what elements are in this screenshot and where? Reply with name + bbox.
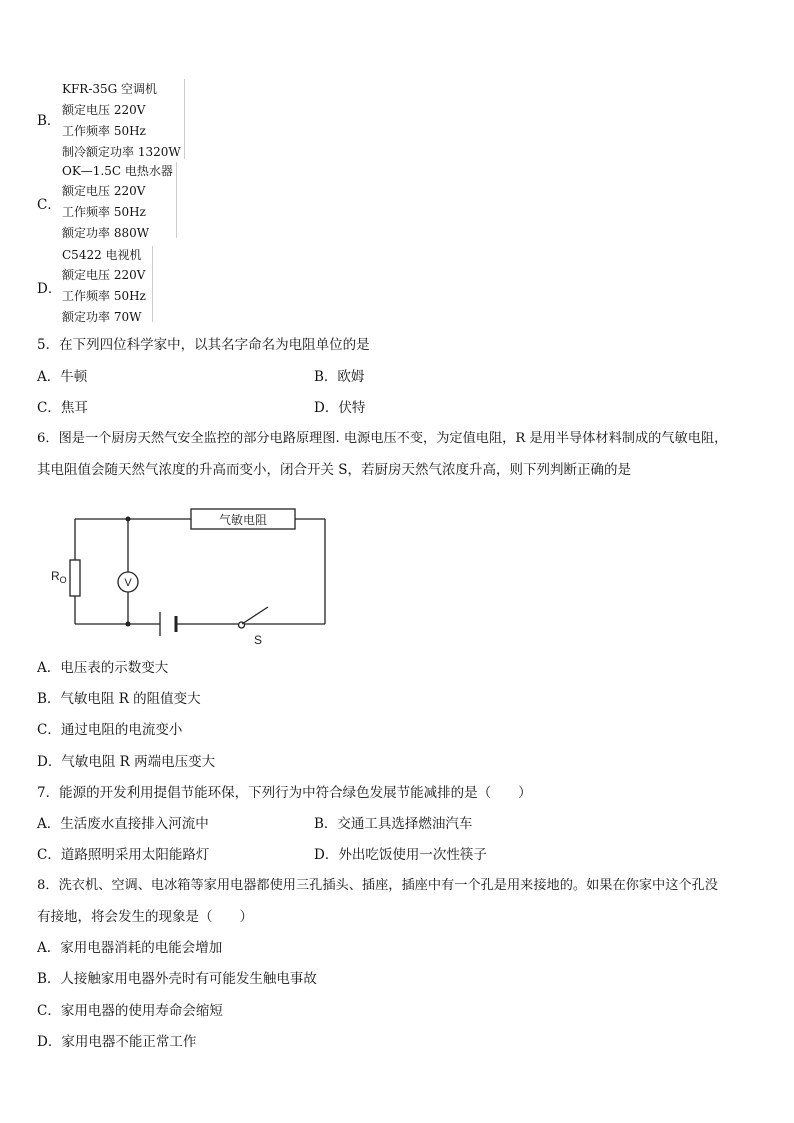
nameplate-line: KFR-35G 空调机 bbox=[62, 82, 158, 96]
q8-option-c: C．家用电器的使用寿命会缩短 bbox=[37, 1003, 223, 1019]
switch-contact bbox=[239, 622, 245, 628]
junction-dot-top bbox=[126, 517, 131, 522]
gas-sensor-label: 气敏电阻 bbox=[218, 513, 268, 527]
q6-option-b: B．气敏电阻 R 的阻值变大 bbox=[37, 691, 201, 707]
q8-option-d: D．家用电器不能正常工作 bbox=[37, 1034, 197, 1050]
nameplate-line: 工作频率 50Hz bbox=[62, 289, 146, 303]
q5-stem: 5．在下列四位科学家中，以其名字命名为电阻单位的是 bbox=[37, 337, 370, 353]
q8-stem-line2: 有接地，将会发生的现象是（ ） bbox=[37, 909, 253, 925]
q5-option-a: A．牛顿 bbox=[37, 369, 88, 385]
nameplate-line: C5422 电视机 bbox=[62, 248, 142, 262]
q4-option-b-letter: B． bbox=[37, 113, 61, 129]
q7-option-c: C．道路照明采用太阳能路灯 bbox=[37, 847, 210, 863]
q5-option-b: B．欧姆 bbox=[314, 369, 365, 385]
voltmeter-label: V bbox=[124, 577, 132, 589]
nameplate-line: 额定电压 220V bbox=[62, 268, 146, 282]
nameplate-line: 制冷额定功率 1320W bbox=[62, 145, 181, 159]
q8-stem-line1: 8．洗衣机、空调、电冰箱等家用电器都使用三孔插头、插座，插座中有一个孔是用来接地的。如果在你家中这个孔没 bbox=[37, 878, 718, 893]
q4-option-c-letter: C． bbox=[37, 197, 61, 213]
q4-option-b-nameplate bbox=[62, 79, 185, 159]
switch-label: S bbox=[254, 633, 263, 647]
r0-resistor bbox=[70, 560, 80, 596]
q7-option-b: B．交通工具选择燃油汽车 bbox=[314, 816, 473, 832]
nameplate-line: 额定功率 880W bbox=[62, 226, 150, 240]
nameplate-line: 额定功率 70W bbox=[62, 310, 142, 324]
q6-stem-line1: 6．图是一个厨房天然气安全监控的部分电路原理图. 电源电压不变，为定值电阻，R 是用半导体材料制成的气敏电阻， bbox=[37, 431, 728, 446]
q7-option-d: D．外出吃饭使用一次性筷子 bbox=[314, 847, 487, 863]
switch-blade bbox=[242, 607, 268, 624]
junction-dot-bottom bbox=[126, 622, 131, 627]
nameplate-line: OK—1.5C 电热水器 bbox=[62, 164, 173, 178]
nameplate-line: 额定电压 220V bbox=[62, 184, 146, 198]
nameplate-line: 额定电压 220V bbox=[62, 103, 146, 117]
q7-option-a: A．生活废水直接排入河流中 bbox=[37, 816, 209, 832]
q8-option-a: A．家用电器消耗的电能会增加 bbox=[37, 940, 223, 956]
q6-circuit-diagram bbox=[40, 500, 340, 650]
nameplate-line: 工作频率 50Hz bbox=[62, 205, 146, 219]
q8-option-b: B．人接触家用电器外壳时有可能发生触电事故 bbox=[37, 971, 317, 987]
q6-option-c: C．通过电阻的电流变小 bbox=[37, 722, 183, 738]
q6-stem-line2: 其电阻值会随天然气浓度的升高而变小，闭合开关 S，若厨房天然气浓度升高，则下列判断正确的是 bbox=[37, 462, 632, 478]
q5-option-d: D．伏特 bbox=[314, 400, 366, 416]
q6-option-d: D．气敏电阻 R 两端电压变大 bbox=[37, 754, 216, 770]
q5-option-c: C．焦耳 bbox=[37, 400, 88, 416]
q4-option-c-nameplate bbox=[62, 162, 177, 238]
q6-option-a: A．电压表的示数变大 bbox=[37, 660, 169, 676]
r0-label: $R_O$ bbox=[51, 569, 67, 585]
q4-option-d-letter: D． bbox=[37, 281, 62, 297]
nameplate-line: 工作频率 50Hz bbox=[62, 124, 146, 138]
q4-option-d-nameplate bbox=[62, 246, 153, 322]
q7-stem: 7．能源的开发利用提倡节能环保，下列行为中符合绿色发展节能减排的是（ ） bbox=[37, 785, 532, 801]
